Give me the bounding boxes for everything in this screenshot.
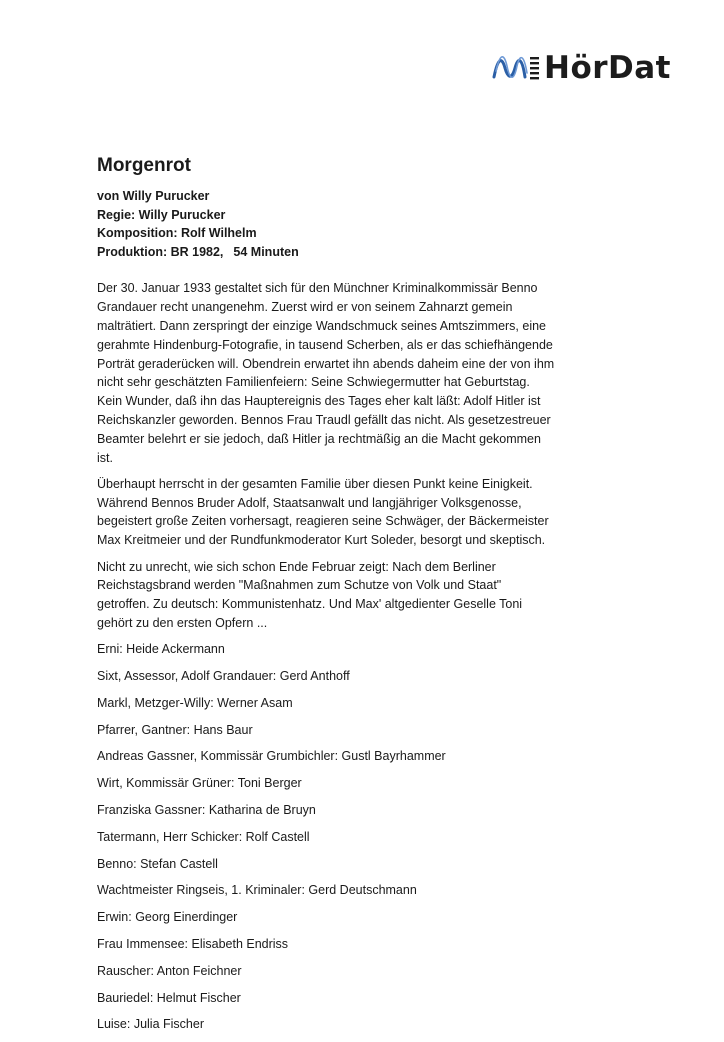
cast-item: Tatermann, Herr Schicker: Rolf Castell bbox=[97, 829, 310, 844]
director-line: Regie: Willy Purucker bbox=[97, 207, 226, 222]
production-info bbox=[97, 187, 557, 261]
cast-item: Sixt, Assessor, Adolf Grandauer: Gerd Anthoff bbox=[97, 669, 350, 684]
cast-item: Rauscher: Anton Feichner bbox=[97, 963, 242, 978]
composer-line: Komposition: Rolf Wilhelm bbox=[97, 226, 257, 241]
synopsis-paragraph: Überhaupt herrscht in der gesamten Familie über diesen Punkt keine Einigkeit. Während Bennos Bruder Adolf, Staatsanwalt und langjähriger Volksgenosse, begeistert große Zeiten vorhersagt, reagieren seine Schwäger, der Bäckermeister Max Kreitmeier und der Rundfunkmoderator Kurt Soleder, besorgt und skeptisch. bbox=[97, 476, 549, 548]
cast-item: Erni: Heide Ackermann bbox=[97, 642, 225, 657]
synopsis-paragraph: Der 30. Januar 1933 gestaltet sich für den Münchner Kriminalkommissär Benno Grandauer recht unangenehm. Zuerst wird er von seinem Zahnarzt gemein malträtiert. Dann zerspringt der einzige Wandschmuck seines Amtszimmers, eine gerahmte Hindenburg-Fotografie, in tausend Scherben, als er das schiefhängende Porträt geraderücken will. Obendrein erwartet ihn abends daheim eine der von ihm nicht sehr geschätzten Familienfeiern: Seine Schwiegermutter hat Geburtstag. Kein Wunder, daß ihn das Hauptereignis des Tages eher kalt läßt: Adolf Hitler ist Reichskanzler geworden. Bennos Frau Traudl gefällt das nicht. Als gesetzestreuer Beamter belehrt er sie jedoch, daß Hitler ja rechtmäßig an die Macht gekommen ist. bbox=[97, 281, 555, 465]
page-title: Morgenrot bbox=[97, 155, 191, 176]
cast-item: Pfarrer, Gantner: Hans Baur bbox=[97, 722, 253, 737]
production-line bbox=[97, 243, 557, 262]
duration-label: 54 Minuten bbox=[233, 244, 299, 259]
cast-item: Bauriedel: Helmut Fischer bbox=[97, 990, 241, 1005]
hoerdat-logo bbox=[492, 50, 671, 86]
cast-item: Markl, Metzger-Willy: Werner Asam bbox=[97, 695, 293, 710]
cast-item: Wachtmeister Ringseis, 1. Kriminaler: Gerd Deutschmann bbox=[97, 883, 417, 898]
synopsis-paragraph: Nicht zu unrecht, wie sich schon Ende Februar zeigt: Nach dem Berliner Reichstagsbrand werden "Maßnahmen zum Schutze von Volk und Staat" getroffen. Zu deutsch: Kommunistenhatz. Und Max' altgedienter Geselle Toni gehört zu den ersten Opfern ... bbox=[97, 559, 523, 630]
waveform-logo-icon bbox=[492, 51, 540, 85]
cast-item: Frau Immensee: Elisabeth Endriss bbox=[97, 936, 289, 951]
production-label: Produktion: BR 1982, bbox=[97, 244, 224, 259]
cast-item: Luise: Julia Fischer bbox=[97, 1017, 204, 1032]
author-line: von Willy Purucker bbox=[97, 189, 210, 203]
cast-item: Andreas Gassner, Kommissär Grumbichler: Gustl Bayrhammer bbox=[97, 749, 446, 764]
cast-list bbox=[97, 640, 557, 1033]
cast-item: Franziska Gassner: Katharina de Bruyn bbox=[97, 803, 316, 817]
synopsis bbox=[97, 279, 557, 632]
logo-text: HörDat bbox=[544, 50, 671, 86]
cast-item: Benno: Stefan Castell bbox=[97, 856, 218, 871]
document-body bbox=[97, 154, 557, 1042]
cast-item: Wirt, Kommissär Grüner: Toni Berger bbox=[97, 776, 302, 791]
cast-item: Erwin: Georg Einerdinger bbox=[97, 910, 238, 925]
